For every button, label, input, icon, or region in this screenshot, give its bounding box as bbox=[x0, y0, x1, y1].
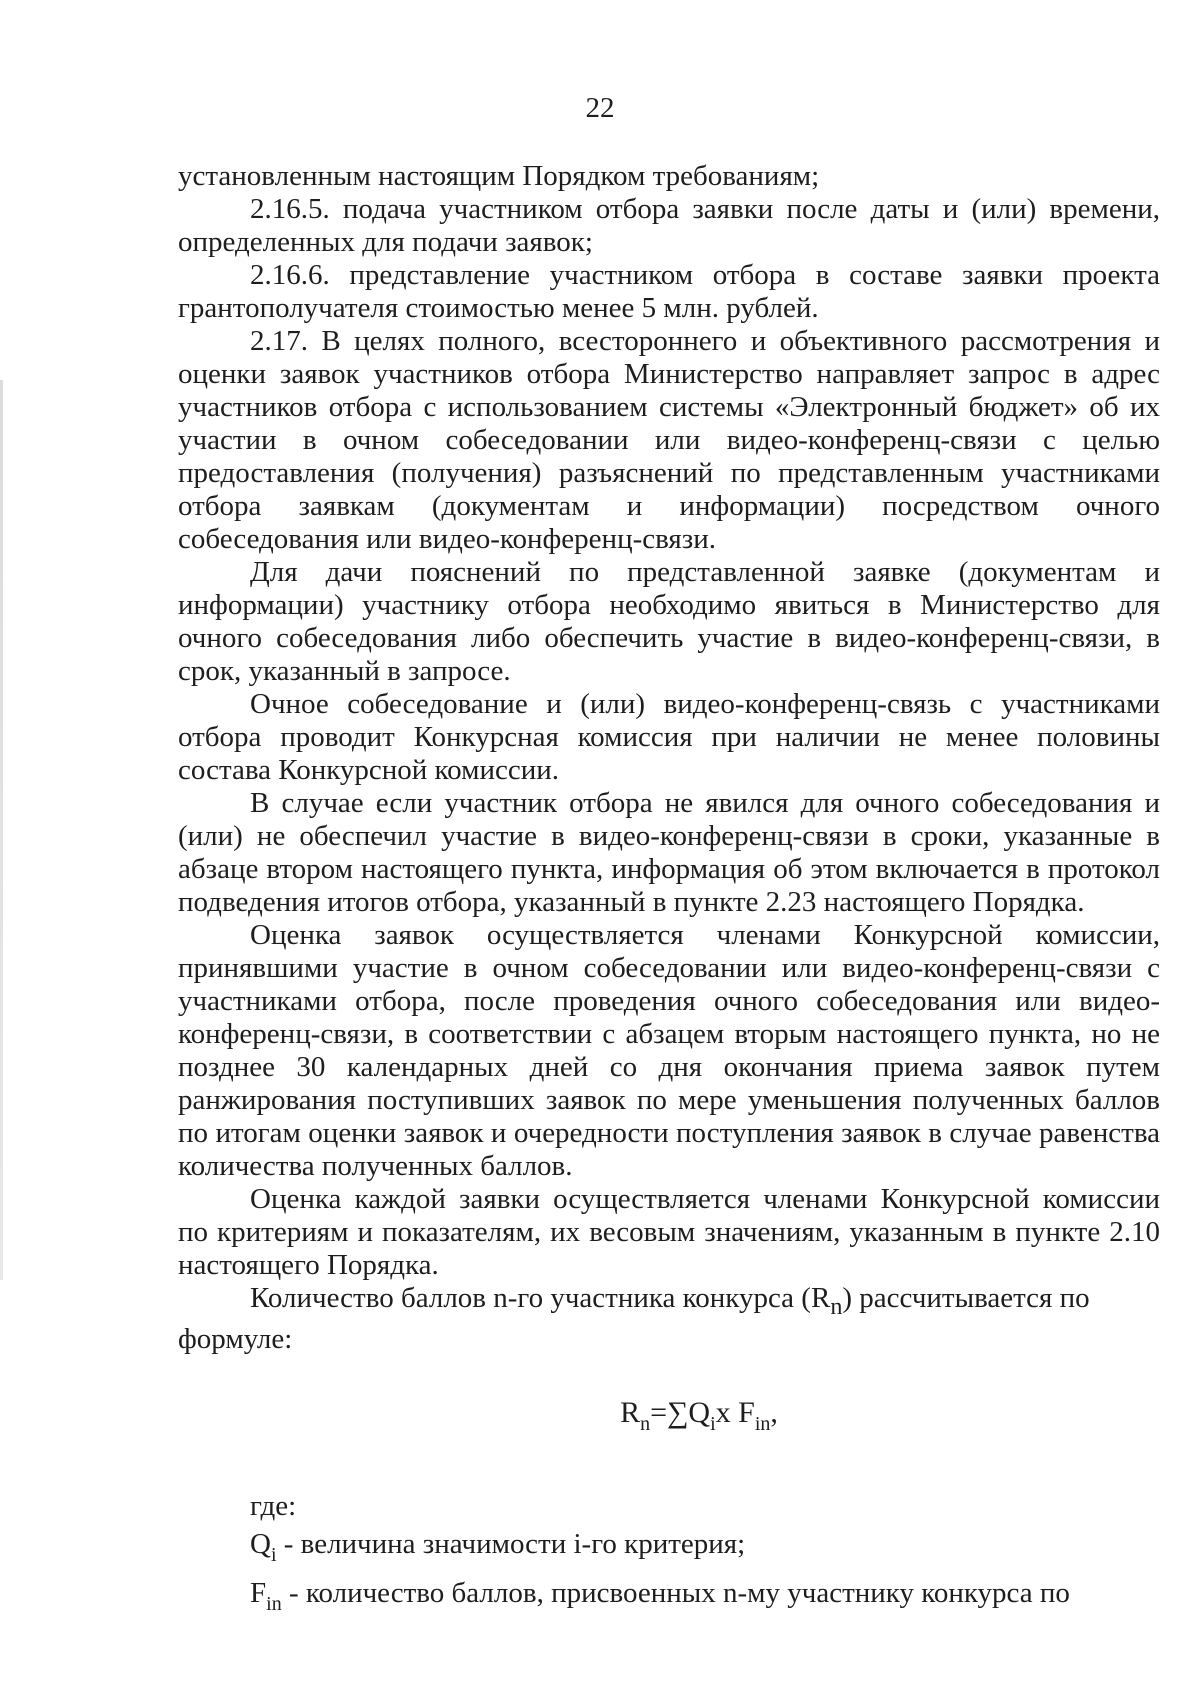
paragraph-explanations: Для дачи пояснений по представленной заявке (документам и информации) участнику отбора необходимо явиться в Министерство для очного собеседования либо обеспечить участие в видео-конференц-связи, в срок, указанный в запросе. bbox=[178, 556, 1160, 687]
formula-r: R bbox=[620, 1395, 641, 1429]
formula-intro-second-line: формуле: bbox=[178, 1322, 293, 1355]
paragraph-continuation: установленным настоящим Порядком требованиям; bbox=[178, 160, 820, 192]
paragraph-criteria: Оценка каждой заявки осуществляется членами Конкурсной комиссии по критериям и показателям, их весовым значениям, указанным в пункте 2.10 настоящего Порядка. bbox=[178, 1183, 1160, 1281]
legend-f-text: - количество баллов, присвоенных n-му участнику конкурса по bbox=[281, 1576, 1070, 1609]
paragraph-formula-intro bbox=[178, 1282, 1160, 1323]
legend-q-symbol: Q bbox=[250, 1527, 271, 1560]
legend-f bbox=[250, 1574, 1160, 1623]
scan-edge-shadow bbox=[0, 380, 3, 1280]
formula-intro-before: Количество баллов n-го участника конкурса (R bbox=[250, 1282, 831, 1314]
formula-f-sub: in bbox=[754, 1412, 771, 1435]
legend-q-text: - величина значимости i-го критерия; bbox=[276, 1527, 746, 1560]
paragraph-2-16-6: 2.16.6. представление участником отбора в составе заявки проекта грантополучателя стоимостью менее 5 млн. рублей. bbox=[178, 259, 1160, 324]
formula-sum-q: =∑Q bbox=[650, 1395, 711, 1429]
legend-f-symbol: F bbox=[250, 1576, 267, 1609]
score-formula bbox=[178, 1396, 1160, 1441]
formula-legend bbox=[178, 1487, 1160, 1623]
legend-q bbox=[250, 1525, 1160, 1574]
legend-q-sub: i bbox=[270, 1543, 277, 1566]
paragraph-2-16-5: 2.16.5. подача участником отбора заявки после даты и (или) времени, определенных для подачи заявок; bbox=[178, 193, 1160, 258]
formula-intro-sub: n bbox=[830, 1292, 843, 1320]
formula-times-f: x F bbox=[715, 1395, 755, 1429]
paragraph-2-17: 2.17. В целях полного, всестороннего и объективного рассмотрения и оценки заявок участников отбора Министерство направляет запрос в адрес участников отбора с использованием системы «Электронный бюджет» об их участии в очном собеседовании или видео-конференц-связи с целью предоставления (получения) разъяснений по представленным участниками отбора заявкам (документам и информации) посредством очного собеседования или видео-конференц-связи. bbox=[178, 325, 1160, 555]
page-number: 22 bbox=[585, 92, 615, 124]
formula-end: , bbox=[770, 1395, 778, 1429]
legend-f-sub: in bbox=[266, 1592, 282, 1615]
paragraph-absence: В случае если участник отбора не явился для очного собеседования и (или) не обеспечил участие в видео-конференц-связи в сроки, указанные в абзаце втором настоящего пункта, информация об этом включается в протокол подведения итогов отбора, указанный в пункте 2.23 настоящего Порядка. bbox=[178, 787, 1160, 918]
formula-q-sub: i bbox=[710, 1412, 716, 1435]
legend-where: где: bbox=[250, 1489, 297, 1522]
formula-intro-after: ) рассчитывается по bbox=[842, 1282, 1090, 1314]
paragraph-interview: Очное собеседование и (или) видео-конференц-связь с участниками отбора проводит Конкурсная комиссия при наличии не менее половины состава Конкурсной комиссии. bbox=[178, 688, 1160, 786]
document-body bbox=[178, 160, 1160, 1623]
paragraph-evaluation: Оценка заявок осуществляется членами Конкурсной комиссии, принявшими участие в очном собеседовании или видео-конференц-связи с участниками отбора, после проведения очного собеседования или видео-конференц-связи, в соответствии с абзацем вторым настоящего пункта, но не позднее 30 календарных дней со дня окончания приема заявок путем ранжирования поступивших заявок по мере уменьшения полученных баллов по итогам оценки заявок и очередности поступления заявок в случае равенства количества полученных баллов. bbox=[178, 919, 1160, 1182]
formula-r-sub: n bbox=[640, 1412, 651, 1435]
